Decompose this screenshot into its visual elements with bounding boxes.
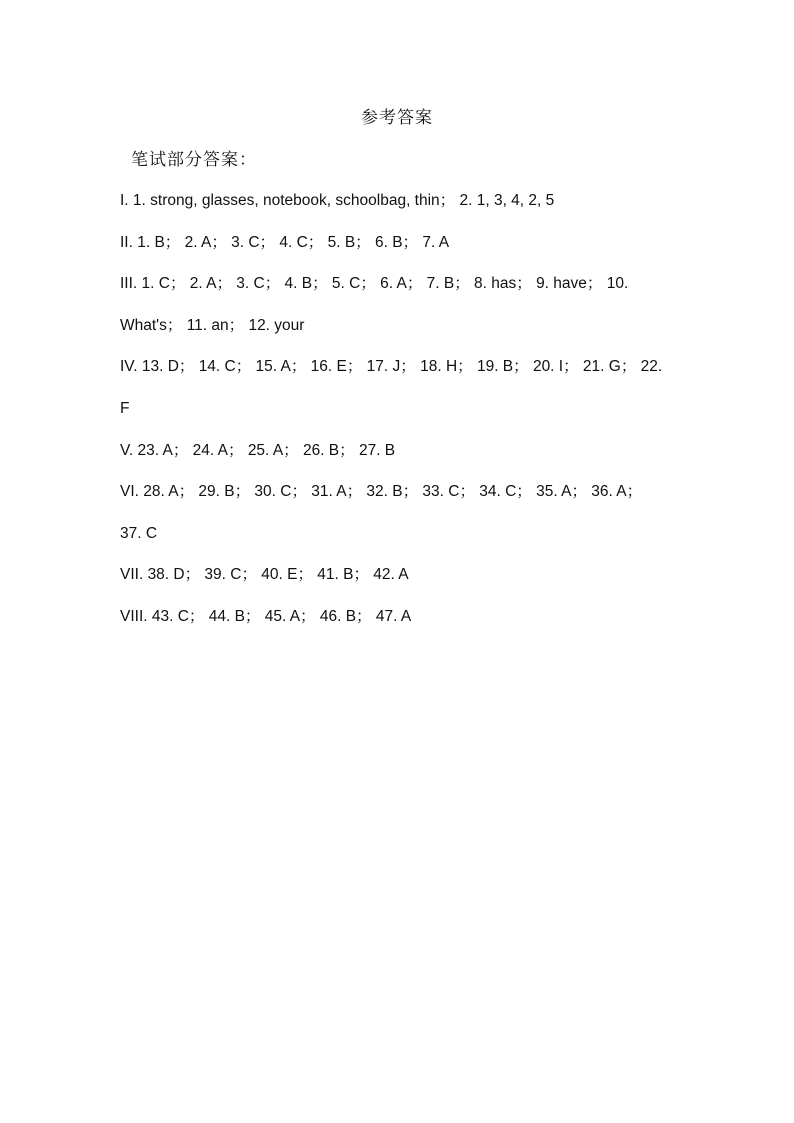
answer-line-section-8: VIII. 43. C； 44. B； 45. A； 46. B； 47. A	[120, 607, 412, 625]
answer-line-section-1: I. 1. strong, glasses, notebook, schoolbag, thin； 2. 1, 3, 4, 2, 5	[120, 192, 555, 209]
answer-line-section-4-cont: F	[120, 399, 130, 417]
answer-line-section-3: III. 1. C； 2. A； 3. C； 4. B； 5. C； 6. A； 7. B； 8. has； 9. have； 10.	[120, 275, 629, 293]
answer-line-section-6-cont: 37. C	[120, 524, 158, 542]
answer-line-section-7: VII. 38. D； 39. C； 40. E； 41. B； 42. A	[120, 566, 409, 584]
answer-line-section-6: VI. 28. A； 29. B； 30. C； 31. A； 32. B； 33. C； 34. C； 35. A； 36. A；	[120, 483, 643, 501]
answer-line-section-3-cont: What's； 11. an； 12. your	[120, 316, 305, 334]
answer-line-section-4: IV. 13. D； 14. C； 15. A； 16. E； 17. J； 18. H； 19. B； 20. I； 21. G； 22.	[120, 358, 663, 376]
answer-line-section-2: II. 1. B； 2. A； 3. C； 4. C； 5. B； 6. B； 7. A	[120, 233, 450, 251]
section-heading: 笔试部分答案：	[131, 150, 257, 170]
answer-line-section-5: V. 23. A； 24. A； 25. A； 26. B； 27. B	[120, 441, 396, 459]
answer-list	[120, 189, 680, 647]
page-title: 参考答案	[361, 108, 433, 128]
